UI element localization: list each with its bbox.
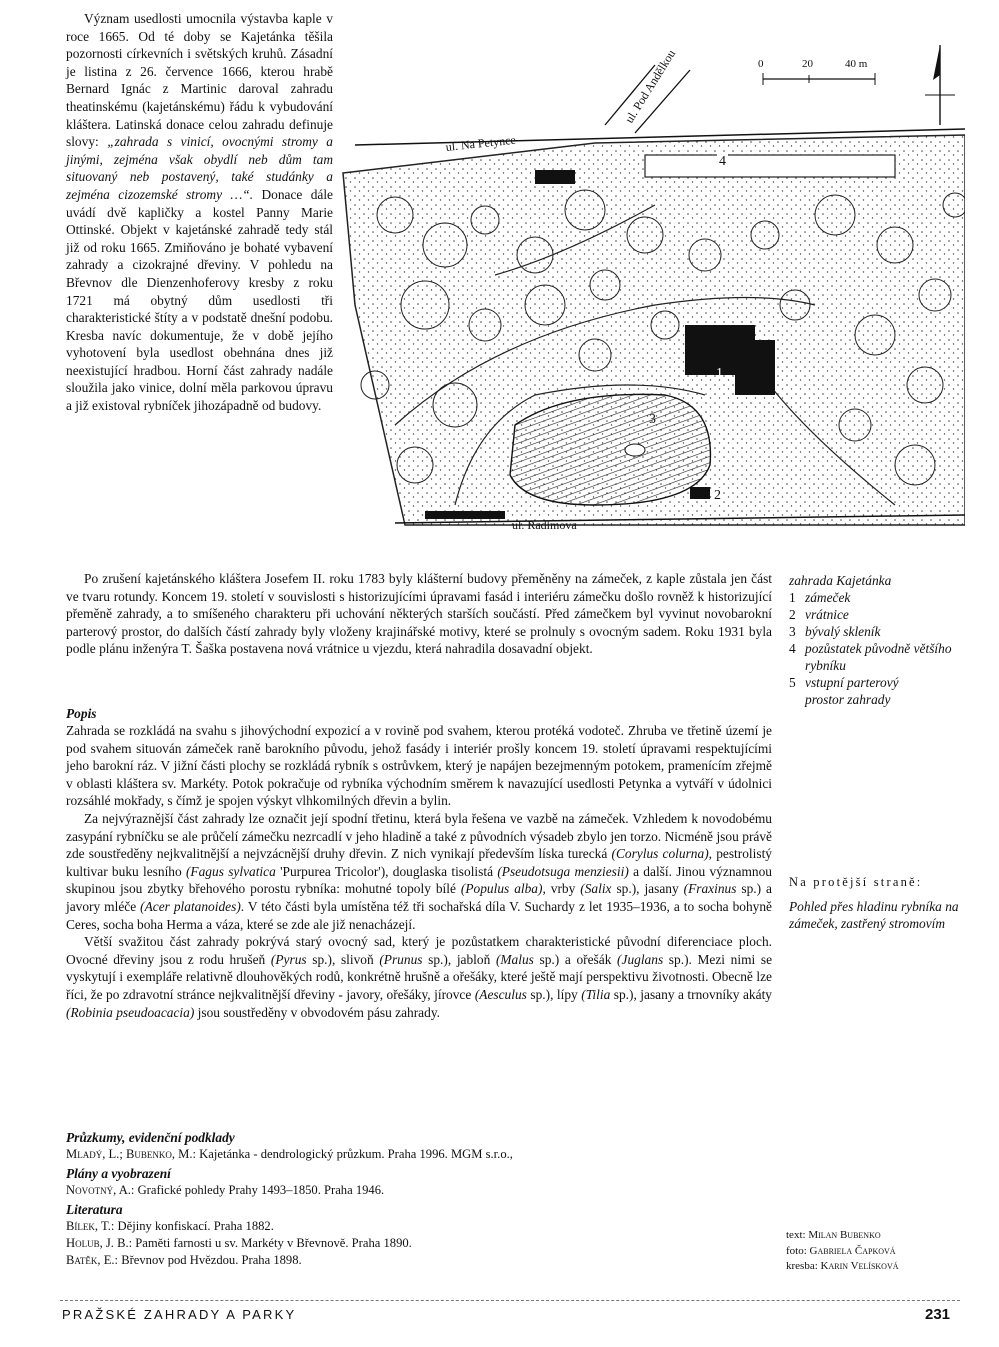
sources-heading-surveys: Průzkumy, evidenční podklady bbox=[66, 1130, 235, 1145]
map-marker-3: 4 bbox=[719, 154, 726, 169]
history-paragraph: Po zrušení kajetánského kláštera Josefem II. roku 1783 byly klášterní budovy přeměněny na zámeček, z kaple zůstala jen část ve tvaru rotundy. Koncem 19. století v souvislosti s historizujícími úpravami fasád i interiéru zámečku došlo rovněž k historizující přeměně zahrady, a to smíšeného charakteru při uchování některých starších součástí. Před zámečkem byl vyvinut novobarokní parterový prostor, do dalších částí zahrady byly vloženy krajinářské motivy, které se prolnuly s ovocným sadem. Roku 1931 byla podle plánu inženýra T. Šaška postavena nová vrátnice u vjezdu, která nahradila dosavadní objekt. bbox=[66, 571, 772, 657]
credit-line: kresba: Karin Velísková bbox=[786, 1260, 899, 1272]
legend-item: 4 pozůstatek původně většího rybníku bbox=[789, 641, 952, 673]
scale-label-40: 40 m bbox=[845, 58, 868, 70]
caption-text: Pohled přes hladinu rybníka na zámeček, zastřený stromovím bbox=[789, 899, 959, 931]
intro-column bbox=[66, 10, 333, 415]
popis-paragraph-3: Větší svažitou část zahrady pokrývá starý ovocný sad, který je pozůstatkem charakteristické původní diferenciace ploch. Ovocné dřeviny jsou z rodu hrušeň (Pyrus sp.), slivoň (Prunus sp.), jabloň (Malus sp.) a ořešák (Juglans sp.). Mezi nimi se vyskytují i exempláře relativně dlouhověkých rodů, konkrétně hrušně a ořešáky, které ještě mají perspektivu životnosti. Obecně lze říci, že po zdravotní stránce nejkvalitnější dřeviny - javory, ořešáky, jírovce (Aesculus sp.), lípy (Tilia sp.), jasany a trnovníky akáty (Robinia pseudoacacia) jsou soustředěny v obvodovém pásu zahrady. bbox=[66, 934, 773, 1020]
popis-section bbox=[66, 703, 772, 1021]
popis-paragraph-1: Zahrada se rozkládá na svahu s jihovýchodní expozicí a v rovině pod svahem, kterou protéká vodoteč. Zhruba ve třetině území je pod svahem situován zámeček raně barokního původu, jehož fasády i interiér prošly koncem 19. století úpravami respektujícími jeho barokní ráz. V jižní části plochy se rozkládá rybník s ostrůvkem, který je napájen bezejmenným potokem, pramenícím zřejmě v oblasti kláštera sv. Markéty. Potok pokračuje od rybníka východním směrem k navazující usedlosti Petynka a vytváří v údolnici rozsáhlé mokřady, s čímž je spojen výskyt vlhkomilných dřevin a bylin. bbox=[66, 723, 772, 809]
reference-item: Novotný, A.: Grafické pohledy Prahy 1493–1850. Praha 1946. bbox=[66, 1183, 385, 1197]
footer-rule bbox=[60, 1300, 960, 1301]
footer-series-title: PRAŽSKÉ ZAHRADY A PARKY bbox=[62, 1307, 297, 1322]
reference-item: Bílek, T.: Dějiny konfiskací. Praha 1882. bbox=[66, 1219, 274, 1233]
legend-item: 2 vrátnice bbox=[789, 607, 849, 622]
map-marker-1: 1 bbox=[716, 366, 723, 381]
sources-heading-literature: Literatura bbox=[66, 1202, 123, 1217]
reference-item: Holub, J. B.: Paměti farnosti u sv. Markéty v Břevnově. Praha 1890. bbox=[66, 1236, 412, 1250]
latin-donation-quote: „zahrada s vinicí, ovocnými stromy a jinými, zejména však obydlí neb dům tam situovaný neb postavený, také studánky a zejména cizozemské stromy …“. bbox=[66, 134, 333, 202]
street-label-na-petynce: ul. Na Petynce bbox=[445, 132, 517, 154]
credit-line: foto: Gabriela Čapková bbox=[786, 1244, 896, 1257]
street-label-radimova: ul. Radimova bbox=[512, 518, 577, 532]
legend-item: 5 vstupní parterový prostor zahrady bbox=[789, 675, 899, 707]
credit-line: text: Milan Bubenko bbox=[786, 1229, 881, 1241]
street-label-pod-andelkou: ul. Pod Andělkou bbox=[622, 47, 679, 126]
scale-label-20: 20 bbox=[802, 58, 813, 70]
legend-item: 3 bývalý skleník bbox=[789, 624, 881, 639]
pond bbox=[510, 394, 710, 505]
legend-item: 1 zámeček bbox=[789, 590, 851, 605]
reference-item: Batěk, E.: Břevnov pod Hvězdou. Praha 1898. bbox=[66, 1253, 302, 1267]
popis-heading: Popis bbox=[66, 706, 97, 721]
map-legend bbox=[789, 572, 979, 708]
north-arrow-icon bbox=[925, 45, 955, 125]
intro-paragraph: Význam usedlosti umocnila výstavba kaple v roce 1665. Od té doby se Kajetánka těšila pozornosti církevních i světských kruhů. Zásadní je listina z 26. července 1666, kterou hrabě Bernard Ignác z Martinic daroval zahradu theatinskému (kajetánskému) řádu k vybudování kláštera. Latinská donace celou zahradu definuje slovy: „zahrada s vinicí, ovocnými stromy a jinými, zejména však obydlí neb dům tam situovaný neb postavený, také studánky a zejména cizozemské stromy …“. Donace dále uvádí dvě kapličky a kostel Panny Marie Ottinské. Objekt v kajetánské zahradě tedy stál již od roku 1665. Zmiňováno je bohaté vybavení zahrady a cizokrajné dřeviny. V pohledu na Břevnov dle Dienzenhoferovy kresby z roku 1721 má obytný dům usedlosti tři charakteristické štíty a v podstatě dnešní podobu. Kresba navíc dokumentuje, že v době jejího vyhotovení byla usedlost obehnána dnes již neexistující hradbou. Horní část zahrady nadále sloužila jako vinice, dolní měla parkovou úpravu a již existoval rybníček jihozápadně od budovy. bbox=[66, 11, 333, 414]
reference-item: Mladý, L.; Bubenko, M.: Kajetánka - dendrologický průzkum. Praha 1996. MGM s.r.o., bbox=[66, 1147, 513, 1161]
gatehouse bbox=[690, 487, 710, 499]
sources-section bbox=[66, 1127, 772, 1269]
sources-heading-plans: Plány a vyobrazení bbox=[66, 1166, 171, 1181]
legend-title: zahrada Kajetánka bbox=[789, 573, 892, 588]
photo-caption bbox=[789, 875, 974, 932]
former-greenhouse bbox=[645, 155, 895, 177]
page-number: 231 bbox=[925, 1306, 951, 1323]
caption-heading: Na protější straně: bbox=[789, 875, 923, 889]
map-marker-2: 2 bbox=[714, 488, 721, 503]
map-marker-4: 3 bbox=[649, 412, 656, 427]
credits bbox=[786, 1228, 976, 1275]
popis-paragraph-2: Za nejvýraznější část zahrady lze označit její spodní třetinu, která byla řešena ve vazbě na zámeček. Vzhledem k novodobému zasypání rybníčku se ale průčelí zámečku nezrcadlí v jeho hladině a také z původních výsadeb zbylo jen torzo. Nicméně jsou právě zde soustředěny nejkvalitnější a nejvzácnější druhy dřevin. Z nich vynikají především líska turecká (Corylus colurna), pestrolistý kultivar buku lesního (Fagus sylvatica 'Purpurea Tricolor'), douglaska tisolistá (Pseudotsuga menziesii) a další. Jinou významnou skupinou jsou zbytky břehového porostu rybníka: mohutné topoly bílé (Populus alba), vrby (Salix sp.), jasany (Fraxinus sp.) a javory mléče (Acer platanoides). V této části byla umístěna též tři sochařská díla V. Suchardy z let 1935–1936, a to socha bohyně Ceres, socha boha Herma a váza, které se zde ale již nenacházejí. bbox=[66, 810, 773, 932]
scale-label-0: 0 bbox=[758, 58, 764, 70]
scale-bar bbox=[763, 73, 875, 85]
